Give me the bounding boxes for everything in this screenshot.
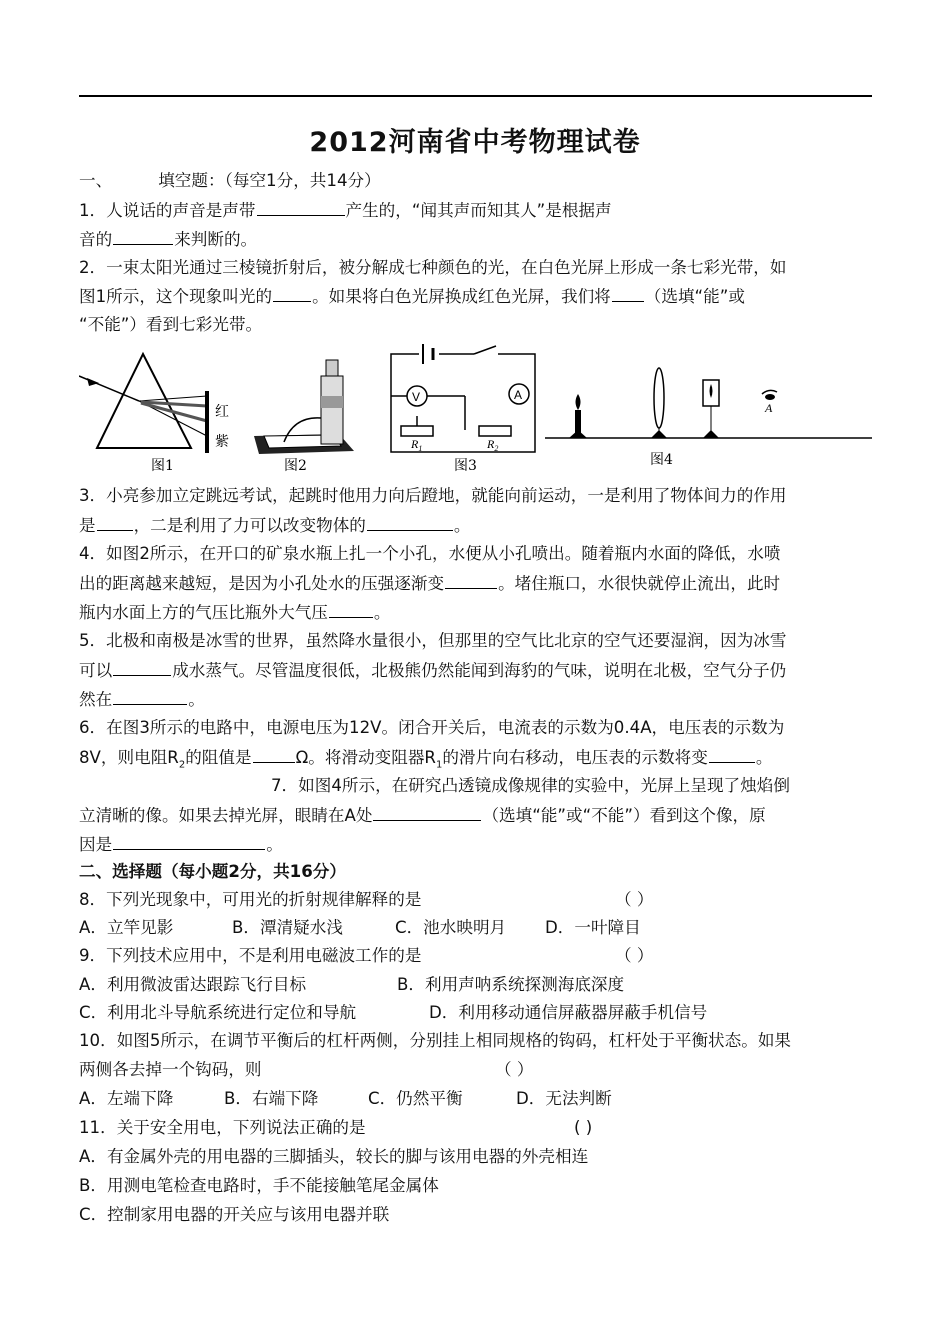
q5-line-2: 可以 成水蒸气。尽管温度很低，北极熊仍然能闻到海豹的气味，说明在北极，空气分子仍 bbox=[79, 658, 786, 683]
section-2-heading: 二、选择题（每小题2分，共16分） bbox=[79, 862, 346, 881]
q9-stem: 9．下列技术应用中，不是利用电磁波工作的是 （ ） bbox=[79, 944, 421, 968]
q3-line-1: 3．小亮参加立定跳远考试，起跳时他用力向后蹬地，就能向前运动，一是利用了物体间力的作用 bbox=[79, 486, 787, 505]
answer-blank[interactable] bbox=[273, 284, 311, 302]
answer-blank[interactable] bbox=[113, 658, 171, 676]
q5-line-3: 然在 。 bbox=[79, 687, 205, 712]
prism-figure bbox=[79, 354, 229, 474]
q2-line-1: 2．一束太阳光通过三棱镜折射后，被分解成七种颜色的光，在白色光屏上形成一条七彩光带，如 bbox=[79, 258, 787, 277]
answer-blank[interactable] bbox=[113, 227, 173, 245]
answer-blank[interactable] bbox=[709, 745, 755, 763]
lens-figure bbox=[545, 368, 872, 468]
r1-label: R bbox=[411, 437, 419, 451]
answer-bracket[interactable]: （ ） bbox=[615, 890, 654, 909]
option-d[interactable]: D．一叶障目 bbox=[545, 918, 641, 937]
answer-blank[interactable] bbox=[113, 687, 187, 705]
answer-blank[interactable] bbox=[612, 284, 644, 302]
bottle-figure bbox=[254, 360, 354, 474]
q2-line-2: 图1所示，这个现象叫光的 。如果将白色光屏换成红色光屏，我们将 （选填“能”或 bbox=[79, 284, 745, 309]
red-label: 红 bbox=[215, 404, 229, 420]
q11-option-c[interactable]: C．控制家用电器的开关应与该用电器并联 bbox=[79, 1205, 390, 1224]
q8-stem: 8．下列光现象中，可用光的折射规律解释的是 （ ） bbox=[79, 888, 421, 912]
answer-blank[interactable] bbox=[373, 803, 481, 821]
eye-point-label: A bbox=[765, 401, 773, 415]
answer-blank[interactable] bbox=[445, 571, 497, 589]
figure-1-caption: 图1 bbox=[151, 458, 174, 474]
ammeter-label: A bbox=[514, 388, 523, 402]
circuit-figure bbox=[391, 344, 535, 474]
q6-line-1: 6．在图3所示的电路中，电源电压为12V。闭合开关后，电流表的示数为0.4A，电压表的示数为 bbox=[79, 718, 785, 737]
r2-label: R bbox=[487, 437, 495, 451]
answer-blank[interactable] bbox=[257, 198, 345, 216]
q11-option-a[interactable]: A．有金属外壳的用电器的三脚插头，较长的脚与该用电器的外壳相连 bbox=[79, 1147, 589, 1166]
q10-options bbox=[79, 1087, 612, 1111]
q4-line-2: 出的距离越来越短，是因为小孔处水的压强逐渐变 。堵住瓶口，水很快就停止流出，此时 bbox=[79, 571, 780, 596]
header-rule bbox=[79, 95, 872, 97]
q7-line-1: 7．如图4所示，在研究凸透镜成像规律的实验中，光屏上呈现了烛焰倒 bbox=[271, 776, 790, 795]
section-1-heading bbox=[79, 169, 381, 193]
q1-line-2: 音的 来判断的。 bbox=[79, 227, 257, 252]
answer-bracket[interactable]: （ ） bbox=[615, 946, 654, 965]
q2-line-3: “不能”）看到七彩光带。 bbox=[79, 315, 263, 334]
option-a[interactable]: A．利用微波雷达跟踪飞行目标 bbox=[79, 975, 307, 994]
option-c[interactable]: C．池水映明月 bbox=[395, 918, 507, 937]
figures-row bbox=[79, 336, 872, 484]
voltmeter-label: V bbox=[412, 390, 421, 404]
option-d[interactable]: D．无法判断 bbox=[516, 1089, 612, 1108]
option-b[interactable]: B．利用声呐系统探测海底深度 bbox=[397, 975, 625, 994]
section-1-number: 一、 bbox=[79, 171, 113, 190]
answer-blank[interactable] bbox=[97, 513, 133, 531]
figure-3-caption: 图3 bbox=[454, 458, 477, 474]
q1-line-1: 1．人说话的声音是声带 产生的，“闻其声而知其人”是根据声 bbox=[79, 198, 612, 223]
option-a[interactable]: A．左端下降 bbox=[79, 1089, 174, 1108]
q7-line-3: 因是 。 bbox=[79, 832, 283, 857]
answer-bracket[interactable]: （ ） bbox=[495, 1060, 534, 1079]
q4-line-3: 瓶内水面上方的气压比瓶外大气压 。 bbox=[79, 600, 391, 625]
q6-line-2: 8V，则电阻$R_2$的阻值是 Ω。将滑动变阻器$R_1$的滑片向右移动，电压表的示数将变 。 bbox=[79, 745, 772, 777]
answer-blank[interactable] bbox=[113, 832, 265, 850]
q10-line-1: 10．如图5所示，在调节平衡后的杠杆两侧，分别挂上相同规格的钩码，杠杆处于平衡状态。如果 bbox=[79, 1031, 792, 1050]
q11-option-b[interactable]: B．用测电笔检查电路时，手不能接触笔尾金属体 bbox=[79, 1176, 439, 1195]
section-1-title: 填空题：（每空1分，共14分） bbox=[158, 171, 381, 190]
option-c[interactable]: C．利用北斗导航系统进行定位和导航 bbox=[79, 1003, 357, 1022]
purple-label: 紫 bbox=[215, 434, 229, 450]
option-a[interactable]: A．立竿见影 bbox=[79, 918, 174, 937]
figure-4-caption: 图4 bbox=[650, 452, 673, 468]
q5-line-1: 5．北极和南极是冰雪的世界，虽然降水量很小，但那里的空气比北京的空气还要湿润，因为冰雪 bbox=[79, 631, 787, 650]
q9-options-ab bbox=[79, 973, 624, 997]
q3-line-2: 是 ，二是利用了力可以改变物体的 。 bbox=[79, 513, 471, 538]
q10-line-2: 两侧各去掉一个钩码，则 （ ） bbox=[79, 1058, 262, 1082]
q4-line-1: 4．如图2所示，在开口的矿泉水瓶上扎一个小孔，水便从小孔喷出。随着瓶内水面的降低，水喷 bbox=[79, 544, 781, 563]
option-d[interactable]: D．利用移动通信屏蔽器屏蔽手机信号 bbox=[429, 1003, 708, 1022]
answer-bracket[interactable]: ( ) bbox=[574, 1118, 593, 1137]
q11-stem: 11．关于安全用电，下列说法正确的是 ( ) bbox=[79, 1116, 366, 1140]
svg-text:R2: $R_2$ bbox=[487, 437, 499, 453]
answer-blank[interactable] bbox=[329, 600, 373, 618]
option-c[interactable]: C．仍然平衡 bbox=[368, 1089, 463, 1108]
figures-svg bbox=[79, 336, 872, 484]
option-b[interactable]: B．右端下降 bbox=[224, 1089, 319, 1108]
figure-2-caption: 图2 bbox=[284, 458, 307, 474]
q7-line-2: 立清晰的像。如果去掉光屏，眼睛在A处 （选填“能”或“不能”）看到这个像，原 bbox=[79, 803, 766, 828]
answer-blank[interactable] bbox=[367, 513, 453, 531]
svg-text:R1: $R_1$ bbox=[411, 437, 423, 453]
answer-blank[interactable] bbox=[253, 745, 295, 763]
q9-options-cd bbox=[79, 1001, 707, 1025]
option-b[interactable]: B．潭清疑水浅 bbox=[232, 918, 343, 937]
page-title: 2012河南省中考物理试卷 bbox=[309, 127, 641, 158]
q8-options bbox=[79, 916, 641, 940]
